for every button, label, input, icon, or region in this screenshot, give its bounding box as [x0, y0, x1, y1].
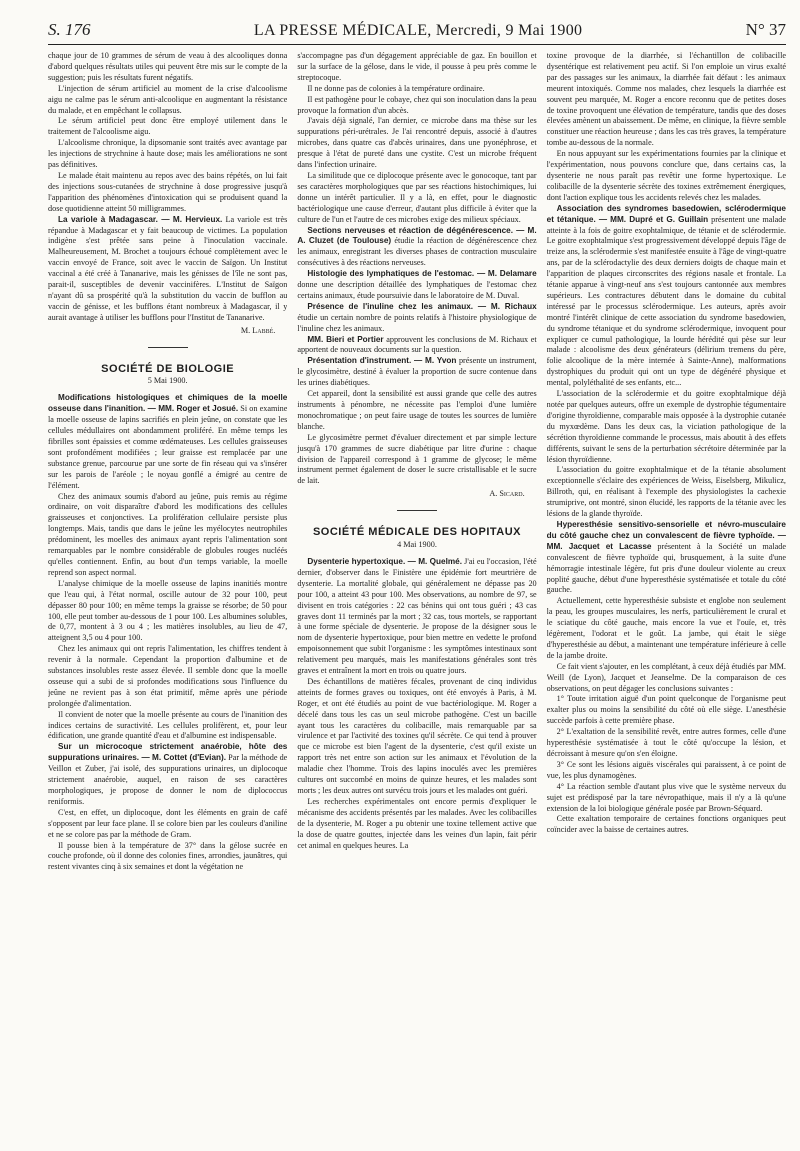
paragraph: chaque jour de 10 grammes de sérum de veau à des alcooliques donna d'abord quelques résultats utiles qui peuvent être mis sur le compte de la suggestion; puis les résultats furent négatifs. — [48, 51, 288, 82]
paragraph: 3° Ce sont les lésions aiguës viscérales qui paraissent, à ce point de vue, les plus dynamogènes. — [546, 759, 786, 780]
article-title: Modifications histologiques et chimiques de la moelle osseuse dans l'inanition. — MM. Roger et Josué. — [48, 393, 288, 414]
article-title: Présence de l'inuline chez les animaux. — M. Richaux — [307, 301, 537, 311]
article-dysenterie — [297, 557, 536, 677]
issue-number: N° 37 — [745, 20, 786, 39]
article-instrument — [297, 356, 536, 389]
paragraph: Le sérum artificiel peut donc être employé utilement dans le traitement de l'alcoolisme aigu. — [48, 116, 288, 137]
article-text: étudie la réaction de dégénérescence chez les animaux, enregistrant les diverses phases de contraction musculaire consécutives à des réactions nerveuses. — [297, 236, 537, 268]
article-hyperesthesie — [547, 520, 786, 596]
article-title: Association des syndromes basedowien, sclérodermique et tétanique. — MM. Dupré et G. Guillain — [546, 203, 786, 224]
article-title: Dysenterie hypertoxique. — M. Quelmé. — [307, 556, 462, 566]
article-title: Sections nerveuses et réaction de dégénérescence. — M. A. Cluzet (de Toulouse) — [297, 225, 537, 246]
paragraph: 4° La réaction semble d'autant plus vive que le système nerveux du sujet est prédisposé par la tare névropathique, mais il n'y a là qu'une extension de la loi biologique générale posée par Brown-Séquard. — [546, 781, 786, 813]
article-moelle — [48, 393, 287, 491]
paragraph: Chez des animaux soumis d'abord au jeûne, puis remis au régime ordinaire, on voit disparaître d'abord les modifications des cellules graisseuses et conjonctives. La prolifération cellulaire persiste plus longtemps. Mais, tandis que dans le jeûne les myélocytes neutrophiles prédominent, les moelles des animaux ayant repris l'alimentation sont remarquables par le nombre considérable de globules rouges nucléés qu'elles contiennent. Enfin, au bout d'un temps variable, la moelle reprend son aspect normal. — [48, 491, 288, 577]
paragraph: Il pousse bien à la température de 37° dans la gélose sucrée en couche profonde, où il donne des colonies fines, arrondies, jaunâtres, qui restent vivantes cinq à six semaines et dont la végétation ne — [48, 840, 288, 872]
section-title: SOCIÉTÉ MÉDICALE DES HOPITAUX — [312, 526, 522, 539]
article-bieri — [297, 335, 536, 357]
article-text: Si on examine la moelle osseuse de lapins sacrifiés en plein jeûne, on constate que les cellules médullaires ont abondamment proliféré. En même temps les fibrilles sont épaissies et comme œdémateuses. Les cellules graisseuses sont profondément modifiées ; leur graisse est remplacée par une substance grenue, parcourue par une sorte de fin réseau qui va s'insérer sur les parois de l'aréole ; le noyau gonflé a émigré au centre de l'élément. — [48, 404, 288, 490]
article-text: approuvent les conclusions de M. Richaux et apportent de nouveaux documents sur la question. — [297, 334, 537, 355]
article-title: Hyperesthésie sensitivo-sensorielle et névro-musculaire du côté gauche chez un convalescent de fièvre typhoïde. — MM. Jacquet et Lacasse — [546, 519, 786, 551]
signature: M. Labbé. — [240, 325, 276, 335]
article-text: Par la méthode de Veillon et Zuber, j'ai isolé, des suppurations urinaires, un diplocoque strictement anaérobie, auquel, en raison de ses caractères morphologiques, je propose de donner le nom de diplococcus reniformis. — [48, 753, 288, 806]
paragraph: 1° Toute irritation aiguë d'un point quelconque de l'organisme peut exalter plus ou moins la sensibilité du côté où elle siège. L'anesthésie succède parfois à cette première phase. — [546, 694, 786, 726]
article-histo — [297, 269, 536, 302]
paragraph: C'est, en effet, un diplocoque, dont les éléments en grain de café s'opposent par leur face plane. Il se colore bien par les couleurs d'aniline et ne se colore pas par la méthode de Gram. — [48, 807, 288, 839]
article-text: étudie un certain nombre de points relatifs à l'histoire physiologique de l'inuline chez les animaux. — [297, 312, 537, 333]
paragraph: toxine provoque de la diarrhée, si l'échantillon de colibacille dysentérique est relativement peu actif. Si l'on emploie un virus exalté par des passages sur les animaux, la diarrhée fait défaut : les animaux meurent intoxiqués. Comme nos malades, chez lesquels la diarrhée est souvent peu marquée, M. Roger a encore reconnu que de petites doses de toxine provoquent une élévation de température, tandis que des doses élevées amènent un abaissement. De même, en clinique, la fièvre semble constituer une réaction heureuse ; dans les cas très graves, la température tombe au-dessous de la normale. — [546, 51, 786, 148]
paragraph: L'association du goitre exophtalmique et de la tétanie absolument exceptionnelle s'éclaire des expériences de Weiss, Eiselsberg, Mikulicz, Billroth, qui, en réalisant à l'exemple des physiologistes la cachexie strumiprive, ont montré, sinon élucidé, les rapports de la tétanie avec les lésions de la glande thyroïde. — [546, 465, 786, 519]
signature: A. Sicard. — [489, 489, 525, 499]
article-variole — [48, 215, 287, 324]
paragraph: 2° L'exaltation de la sensibilité revêt, entre autres formes, celle d'une hyperesthésie systématisée à tout le côté qu'occupe la lésion, et décroissant à mesure qu'on s'en éloigne. — [546, 727, 786, 758]
paragraph: Actuellement, cette hyperesthésie subsiste et englobe non seulement la peau, les groupes musculaires, les nerfs, particulièrement le crural et le sciatique du côté gauche, mais encore la vue et l'ouïe, et, très légèrement, l'odorat et le goût. La jambe, qui était le siège d'hyperesthésie au début, a maintenant une température inférieure à celle de la jambe droite. — [546, 596, 786, 660]
article-title: Histologie des lymphatiques de l'estomac. — M. Delamare — [307, 269, 537, 279]
paragraph: L'injection de sérum artificiel au moment de la crise d'alcoolisme aigu ne calme pas le sérum anti-alcoolique en augmentant la résistance du malade, et en empêchant le collapsus. — [48, 83, 288, 115]
article-microcoque — [48, 742, 287, 807]
article-text: J'ai eu l'occasion, l'été dernier, d'observer dans le Finistère une épidémie fort meurtrière de dysenterie. La mortalité globale, qui généralement ne dépasse pas 20 pour 100, a atteint 43 pour 100. Mes observations, au nombre de 97, se divisent en trois catégories : 22 cas bénins qui ont tous guéri ; 43 cas graves dont 11 terminés par la mort ; 32 cas, tous mortels, se rapportant à une forme spéciale de dysenterie. Je propose de la désigner sous le nom de dysenterie hypertoxique, pour bien mettre en vedette le profond empoisonnement que subit l'organisme : les symptômes intestinaux sont relativement peu marqués, mais les manifestations générales sont très graves et entraînent la mort en trois ou quatre jours. — [297, 556, 537, 676]
divider — [148, 347, 188, 348]
paragraph: Des échantillons de matières fécales, provenant de cinq individus atteints de formes graves ou toxiques, ont été envoyés à Paris, à M. Roger, et ont été étudiés au point de vue bactériologique. M. Roger a décelé dans tous les cas un seul microbe pathogène. C'est un bacille ayant tous les caractères du colibacille, mais remarquable par sa virulence et par l'activité des toxines qu'il sécrète. Ce qui tend à prouver que ce microbe est bien l'agent de la dysenterie, c'est qu'il existe un rapport très net entre son action sur les animaux et l'évolution de la maladie chez l'homme. Trois des lapins inoculés avec les premières cultures ont succombé en moins de quinze heures, et les malades sont morts ; les deux autres ont survécu trois jours et les malades ont guéri. — [297, 676, 537, 795]
paragraph: s'accompagne pas d'un dégagement appréciable de gaz. En bouillon et sur la surface de la gélose, dans le vide, il pousse à peu près comme le streptocoque. — [297, 51, 537, 82]
article-text: présentent une malade atteinte à la fois de goitre exophtalmique, de tétanie et de sclérodermie. Le goitre exophtalmique s'est progressivement développé depuis l'âge de treize ans, la sclérodermie s'est manifestée ensuite à l'âge de vingt-quatre ans, par de la sclérodactylie des deux derniers doigts de chaque main et l'apparition de plaques circonscrites des régions nasale et frontale. La tétanie apparue à vingt-neuf ans s'est toujours cantonnée aux membres supérieurs. Les contractures débutent dans le domaine du cubital intéressé par le processus sclérodermique. Les auteurs, après avoir montré l'intérêt clinique de cette association du syndrome basedowien, du syndrome tétanique et du syndrome sclérodermique, invoquent pour expliquer ce cumul pathologique, la lourde hérédité qui pèse sur leur malade : alcoolisme des deux générateurs (délirium tremens du père, folie alcoolique de la mère internée à Sainte-Anne), malformations dystrophiques du produit qui ont un type de dégénéré physique et mental, polyléthalité de ses enfants, etc... — [546, 214, 786, 388]
article-association — [547, 204, 786, 389]
section-date: 5 Mai 1900. — [147, 376, 188, 386]
journal-title: LA PRESSE MÉDICALE, Mercredi, 9 Mai 1900 — [253, 22, 583, 39]
page-header — [48, 20, 786, 45]
divider — [397, 510, 437, 511]
columns — [48, 51, 786, 1151]
article-text: présente un instrument, le glycosimètre, destiné à évaluer la proportion de sucre contenue dans les urines diabétiques. — [297, 356, 537, 388]
paragraph: L'association de la sclérodermie et du goitre exophtalmique déjà notée par quelques auteurs, offre un exemple de dystrophie tégumentaire d'origine thyroïdienne, comparable mais opposée à la dystrophie cutanée du myxœdème. Dans les deux cas, la viciation pathologique de la sécrétion thyroïdienne commande le processus, mais aboutit à des effets différents, suivant le sens de la perturbation sécrétoire déterminée par la lésion thyroïdienne. — [546, 389, 786, 464]
article-title: Sur un microcoque strictement anaérobie, hôte des suppurations urinaires. — M. Cottet (d'Evian). — [48, 742, 288, 763]
page-number: S. 176 — [48, 20, 91, 39]
article-title: Présentation d'instrument. — M. Yvon — [307, 356, 457, 366]
column-2 — [297, 51, 536, 1151]
paragraph: Chez les animaux qui ont repris l'alimentation, les chiffres tendent à revenir à la normale. Cependant la proportion d'albumine et de substances insolubles reste assez élevée. Il semble donc que la moelle osseuse qui a subi de si profondes modifications sous l'influence du jeûne ne revient pas à son état primitif, même après une période prolongée d'alimentation. — [48, 644, 288, 708]
paragraph: Il est pathogène pour le cobaye, chez qui son inoculation dans la peau provoque la formation d'un abcès. — [297, 94, 537, 115]
paragraph: Le glycosimètre permet d'évaluer directement et par simple lecture jusqu'à 170 grammes de sucre diabétique par litre d'urine : chaque division de l'appareil correspond à 1 gramme de glycose; le même instrument permet également de doser le sucre cristallisable et le sucre de lait. — [297, 432, 537, 486]
article-nerf — [297, 226, 536, 270]
paragraph: Il ne donne pas de colonies à la température ordinaire. — [307, 83, 485, 93]
paragraph: Les recherches expérimentales ont encore permis d'expliquer le mécanisme des accidents présentés par les malades. Avec les colibacilles de la dysenterie, M. Roger a pu obtenir une toxine tellement active que la dose de quatre gouttes, injectée dans les veines d'un lapin, fait périr cet animal en quelques heures. La — [297, 796, 537, 850]
section-date: 4 Mai 1900. — [397, 540, 437, 550]
article-title: MM. Bieri et Portier — [307, 334, 384, 344]
paragraph: Ce fait vient s'ajouter, en les complétant, à ceux déjà étudiés par MM. Weill (de Lyon), Jacquet et Jeanselme. De la comparaison de ces observations, on peut dégager les conclusions suivantes : — [546, 661, 786, 693]
article-text: présentent à la Société un malade convalescent de fièvre typhoïde qui, brusquement, à la suite d'une hémorragie intestinale légère, fut pris d'une douleur violente au creux poplité gauche, début d'une hyperesthésie systématisée et totale du côté gauche. — [546, 541, 786, 595]
section-title: SOCIÉTÉ DE BIOLOGIE — [101, 362, 235, 375]
column-1 — [48, 51, 287, 1151]
paragraph: L'analyse chimique de la moelle osseuse de lapins inanitiés montre que l'eau qui, à l'état normal, oscille autour de 32 pour 100, peut dépasser 80 pour 100; en même temps la graisse se résorbe; de 50 pour 100, elle peut tomber au-dessous de 1 pour 100. Les albumines solubles, de 0,77, montent à 3 ou 4 ; les matières insolubles, au lieu de 47, atteignent 3,5 ou 4 pour 100. — [48, 578, 288, 643]
paragraph: L'alcoolisme chronique, la dipsomanie sont traités avec avantage par les injections de strychnine à haute dose; mais les améliorations ne sont pas définitives. — [48, 138, 288, 170]
article-text: donne une description détaillée des lymphatiques de l'estomac chez certains animaux, étude poursuivie dans le laboratoire de M. Duval. — [297, 280, 537, 300]
article-text: La variole est très répandue à Madagascar et y fait beaucoup de victimes. La population indigène s'est prêtée sans peine à l'inoculation vaccinale. Malheureusement, M. Brochet a toujours échoué complètement avec le vaccin envoyé de France, soit avec le vaccin de Saïgon. Un Institut vaccinal a été créé à Tananarive, mais les génisses de l'île ne sont pas, parait-il, susceptibles de devenir vaccinifères. L'Institut de Saïgon n'ayant dû sa prospérité qu'à la substitution du vaccin de bufflon au vaccin de génisse, et les bufflons étant nombreux à Madagascar, il y aurait avantage à utiliser les bufflons pour l'Institut de Tananarive. — [48, 214, 288, 322]
column-3 — [547, 51, 786, 1151]
paragraph: Cette exaltation temporaire de certaines fonctions organiques peut coïncider avec la baisse de certaines autres. — [546, 814, 786, 835]
paragraph: Il convient de noter que la moelle présente au cours de l'inanition des indices certains de suractivité. Les cellules prolifèrent, et, pour leur édification, une grande quantité d'eau et d'albumine est indispensable. — [48, 709, 288, 741]
paragraph: J'avais déjà signalé, l'an dernier, ce microbe dans ma thèse sur les suppurations péri-urétrales. Je l'ai rencontré depuis, associé à d'autres microbes, dans quatre cas d'abcès urinaires, dans une pyonéphrose, et presque à l'état de pureté dans une cystite. C'est un microbe fréquent dans l'infection urinaire. — [297, 116, 537, 170]
article-inuline — [297, 302, 536, 335]
paragraph: La similitude que ce diplocoque présente avec le gonocoque, tant par ses caractères morphologiques que par ses réactions histochimiques, lui donne un intérêt particulier. Il y a là, en effet, pour le diagnostic bactériologique une cause d'erreur, d'autant plus difficile à éviter que la culture de l'un et l'autre de ces microbes exige des milieux spéciaux. — [297, 170, 537, 224]
paragraph: En nous appuyant sur les expérimentations fournies par la clinique et l'expérimentation, nous pouvons conclure que, dans certains cas, la dysenterie ne nous paraît pas revêtir une forme hypertoxique. Le colibacille de la dysenterie sécrète des toxines extrêmement énergiques, dont l'action explique tous les accidents relevés chez les malades. — [546, 149, 786, 202]
paragraph: Cet appareil, dont la sensibilité est aussi grande que celle des autres instruments à pénombre, ne nécessite pas l'emploi d'une lumière monochromatique ; on peut faire usage de toutes les sources de lumière blanche. — [297, 389, 537, 431]
paragraph: Le malade était maintenu au repos avec des bains répétés, on lui fait des injections sous-cutanées de strychnine à dose progressive jusqu'à l'apparition des phénomènes d'intoxication qui se produisent quand la dose quotidienne atteint 50 milligrammes. — [48, 170, 288, 213]
article-title: La variole à Madagascar. — M. Hervieux. — [58, 214, 223, 224]
